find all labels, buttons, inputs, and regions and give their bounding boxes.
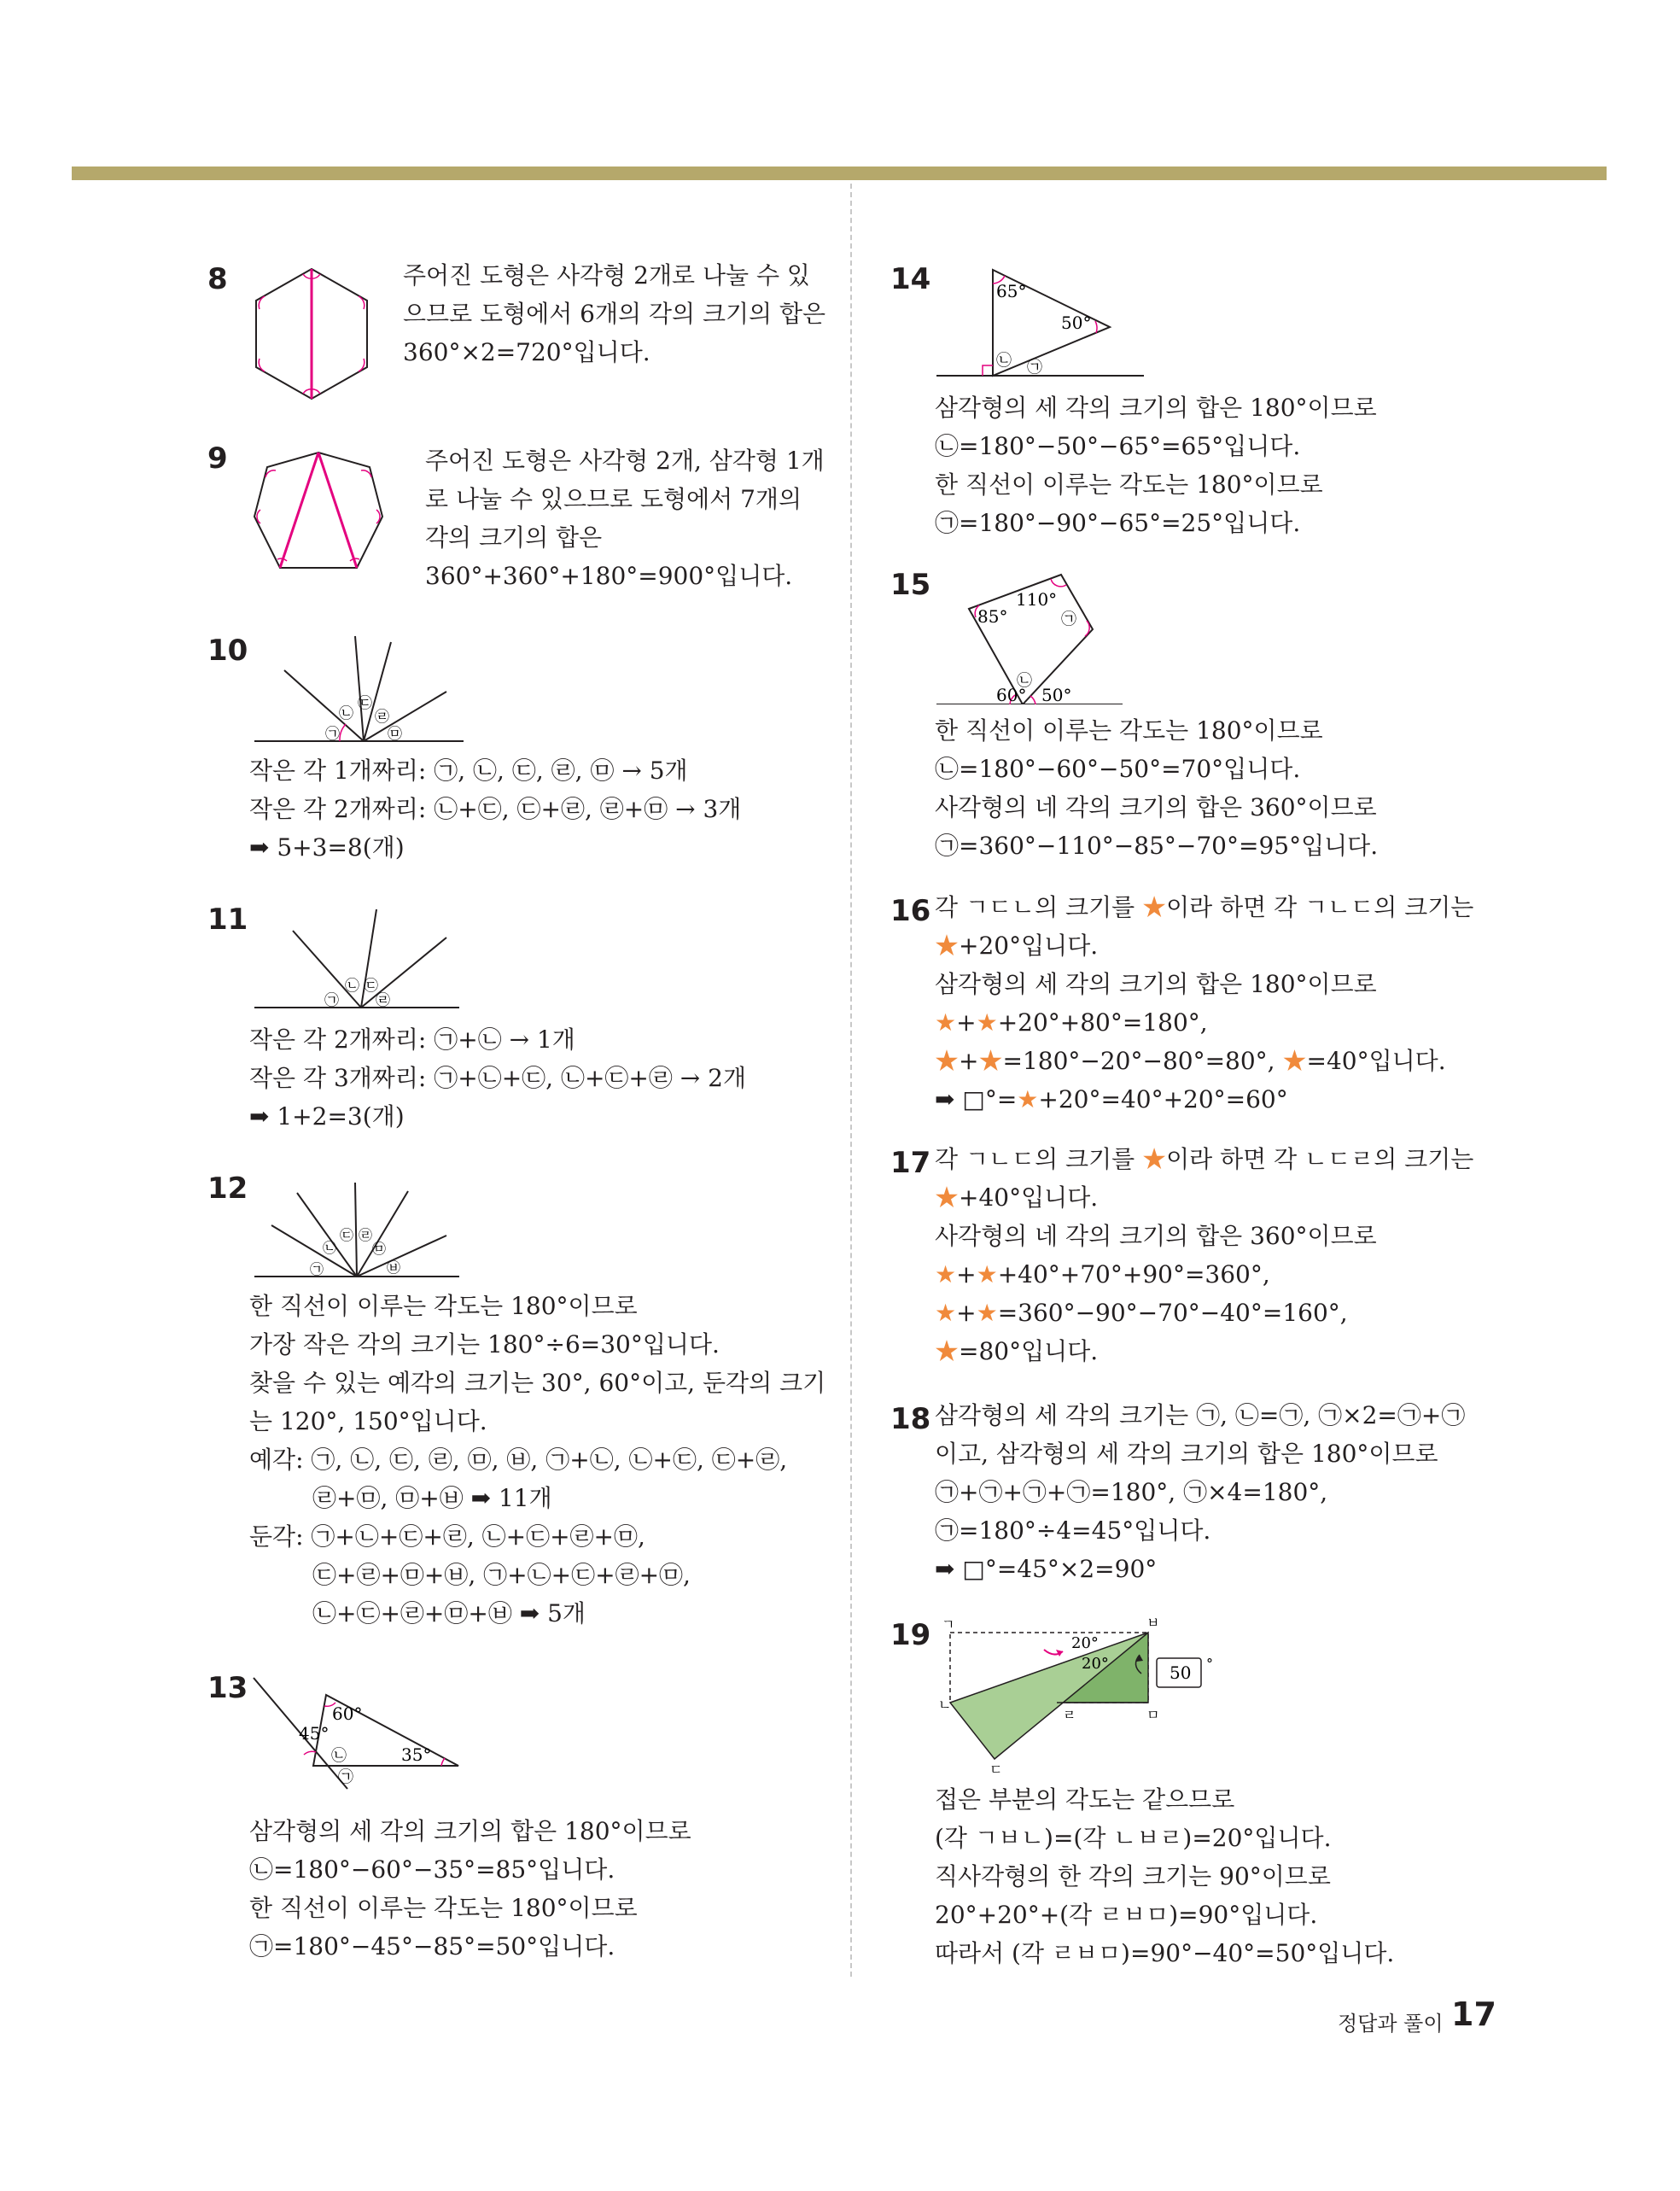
p10-line-2: 작은 각 2개짜리: ㉡+㉢, ㉢+㉣, ㉣+㉤ → 3개 (249, 795, 742, 823)
p18-line-1: 삼각형의 세 각의 크기는 ㉠, ㉡=㉠, ㉠×2=㉠+㉠ (935, 1401, 1466, 1429)
p12-line-8: ㉢+㉣+㉤+㉥, ㉠+㉡+㉢+㉣+㉤, (312, 1561, 691, 1589)
p17-line-1: 각 ㄱㄴㄷ의 크기를 ★이라 하면 각 ㄴㄷㄹ의 크기는 (935, 1145, 1474, 1173)
angle-20-b: 20° (1082, 1655, 1109, 1673)
angle-label: ㉥ (387, 1259, 401, 1276)
star-icon: ★ (935, 1008, 957, 1037)
footer-label: 정답과 풀이 (1338, 2012, 1444, 2036)
p16-line-1: 각 ㄱㄷㄴ의 크기를 ★이라 하면 각 ㄱㄴㄷ의 크기는 (935, 893, 1474, 921)
star-icon: ★ (935, 1337, 960, 1365)
p12-line-3: 찾을 수 있는 예각의 크기는 30°, 60°이고, 둔각의 크기 (249, 1369, 826, 1397)
p8-line-3: 360°×2=720°입니다. (403, 338, 650, 366)
figure-11-angles (254, 905, 464, 1012)
star-icon: ★ (976, 1008, 998, 1037)
p16-line-3: 삼각형의 세 각의 크기의 합은 180°이므로 (935, 970, 1377, 998)
star-icon: ★ (1017, 1085, 1039, 1113)
angle-45: 45° (299, 1723, 330, 1744)
p15-line-1: 한 직선이 이루는 각도는 180°이므로 (935, 716, 1323, 745)
p12-line-5: 예각: ㉠, ㉡, ㉢, ㉣, ㉤, ㉥, ㉠+㉡, ㉡+㉢, ㉢+㉣, (249, 1446, 788, 1474)
vertex-r: ㄹ (1063, 1707, 1076, 1723)
figure-10-angles (254, 632, 464, 743)
angle-label-b: ㉡ (996, 352, 1012, 370)
angle-label: ㉠ (324, 992, 339, 1009)
p16-line-2: ★+20°입니다. (935, 932, 1099, 960)
p10-line-3: ➡ 5+3=8(개) (249, 833, 405, 862)
column-divider (850, 184, 852, 1977)
p17-line-6: ★=80°입니다. (935, 1337, 1099, 1365)
star-icon: ★ (935, 1047, 960, 1075)
p15-line-3: 사각형의 네 각의 크기의 합은 360°이므로 (935, 793, 1377, 821)
angle-label: ㉡ (345, 978, 359, 995)
degree-symbol: ° (1206, 1656, 1213, 1672)
problem-8-number: 8 (207, 262, 228, 296)
problem-17-number: 17 (890, 1146, 931, 1180)
p19-line-5: 따라서 (각 ㄹㅂㅁ)=90°−40°=50°입니다. (935, 1939, 1395, 1967)
p16-line-5: ★+★=180°−20°−80°=80°, ★=40°입니다. (935, 1047, 1446, 1075)
problem-14-number: 14 (890, 262, 931, 296)
p15-line-2: ㉡=180°−60°−50°=70°입니다. (935, 755, 1301, 783)
p9-line-2: 로 나눌 수 있으므로 도형에서 7개의 (425, 485, 802, 513)
problem-13-number: 13 (207, 1671, 248, 1705)
figure-8-hexagon (248, 265, 376, 406)
angle-50: 50° (1041, 685, 1072, 704)
p18-line-4: ㉠=180°÷4=45°입니다. (935, 1516, 1211, 1545)
problem-19-number: 19 (890, 1618, 931, 1652)
p13-line-4: ㉠=180°−45°−85°=50°입니다. (249, 1932, 615, 1960)
angle-110: 110° (1016, 589, 1058, 610)
p11-line-1: 작은 각 2개짜리: ㉠+㉡ → 1개 (249, 1025, 575, 1054)
star-icon: ★ (1142, 893, 1167, 921)
p12-line-6: ㉣+㉤, ㉤+㉥ ➡ 11개 (312, 1484, 552, 1512)
p8-line-1: 주어진 도형은 사각형 2개로 나눌 수 있 (403, 261, 810, 289)
p17-line-5: ★+★=360°−90°−70°−40°=160°, (935, 1299, 1348, 1327)
angle-label: ㉢ (358, 695, 372, 712)
star-icon: ★ (1142, 1145, 1167, 1173)
p19-line-3: 직사각형의 한 각의 크기는 90°이므로 (935, 1862, 1331, 1890)
angle-label-b: ㉡ (331, 1747, 347, 1765)
figure-19-folded-rectangle (935, 1614, 1229, 1776)
star-icon: ★ (935, 1260, 957, 1288)
problem-10-number: 10 (207, 634, 248, 668)
star-icon: ★ (978, 1047, 1003, 1075)
p18-line-3: ㉠+㉠+㉠+㉠=180°, ㉠×4=180°, (935, 1478, 1328, 1506)
p12-line-4: 는 120°, 150°입니다. (249, 1407, 487, 1435)
angle-35: 35° (401, 1744, 432, 1765)
problem-9-number: 9 (207, 441, 228, 476)
vertex-d: ㄷ (989, 1762, 1003, 1776)
angle-label: ㉤ (372, 1241, 387, 1257)
p10-line-1: 작은 각 1개짜리: ㉠, ㉡, ㉢, ㉣, ㉤ → 5개 (249, 757, 688, 785)
figure-9-heptagon (250, 448, 387, 576)
angle-label: ㉠ (325, 726, 340, 743)
p14-line-2: ㉡=180°−50°−65°=65°입니다. (935, 432, 1301, 460)
problem-11-number: 11 (207, 903, 248, 937)
problem-18-number: 18 (890, 1402, 931, 1436)
angle-label-b: ㉡ (1017, 672, 1032, 690)
angle-label-a: ㉠ (1061, 611, 1076, 628)
figure-15-quadrilateral (935, 568, 1131, 704)
p12-line-1: 한 직선이 이루는 각도는 180°이므로 (249, 1292, 638, 1320)
p19-line-2: (각 ㄱㅂㄴ)=(각 ㄴㅂㄹ)=20°입니다. (935, 1824, 1332, 1852)
p11-line-2: 작은 각 3개짜리: ㉠+㉡+㉢, ㉡+㉢+㉣ → 2개 (249, 1064, 747, 1092)
angle-85: 85° (977, 606, 1008, 627)
p9-line-4: 360°+360°+180°=900°입니다. (425, 562, 793, 590)
p14-line-4: ㉠=180°−90°−65°=25°입니다. (935, 509, 1301, 537)
angle-label: ㉢ (340, 1227, 354, 1243)
p12-line-2: 가장 작은 각의 크기는 180°÷6=30°입니다. (249, 1330, 720, 1358)
angle-label: ㉣ (359, 1227, 373, 1243)
vertex-n: ㄴ (938, 1697, 952, 1713)
p19-line-1: 접은 부분의 각도는 같으므로 (935, 1785, 1235, 1814)
p13-line-3: 한 직선이 이루는 각도는 180°이므로 (249, 1894, 638, 1922)
angle-label: ㉤ (388, 726, 402, 743)
angle-65: 65° (996, 281, 1027, 301)
p11-line-3: ➡ 1+2=3(개) (249, 1102, 405, 1131)
p13-line-1: 삼각형의 세 각의 크기의 합은 180°이므로 (249, 1817, 691, 1845)
answer-value: 50 (1170, 1662, 1192, 1683)
angle-label: ㉢ (364, 978, 378, 995)
problem-16-number: 16 (890, 894, 931, 928)
header-accent-bar (72, 167, 1607, 180)
star-icon: ★ (935, 1183, 960, 1212)
p16-line-6: ➡ □°=★+20°=40°+20°=60° (935, 1085, 1288, 1113)
angle-label-a: ㉠ (338, 1768, 353, 1786)
star-icon: ★ (935, 932, 960, 960)
angle-label: ㉡ (323, 1240, 337, 1256)
page-number: 17 (1451, 1995, 1496, 2033)
problem-12-number: 12 (207, 1171, 248, 1206)
problem-15-number: 15 (890, 568, 931, 602)
p9-line-3: 각의 크기의 합은 (425, 523, 603, 552)
p14-line-1: 삼각형의 세 각의 크기의 합은 180°이므로 (935, 394, 1377, 422)
star-icon: ★ (1282, 1047, 1307, 1075)
vertex-b: ㅂ (1146, 1615, 1160, 1631)
p18-line-5: ➡ □°=45°×2=90° (935, 1555, 1158, 1583)
p15-line-4: ㉠=360°−110°−85°−70°=95°입니다. (935, 832, 1379, 860)
angle-60: 60° (332, 1703, 363, 1724)
angle-label: ㉠ (310, 1261, 324, 1277)
p17-line-2: ★+40°입니다. (935, 1183, 1099, 1212)
p17-line-3: 사각형의 네 각의 크기의 합은 360°이므로 (935, 1222, 1377, 1250)
star-icon: ★ (935, 1299, 957, 1327)
p19-line-4: 20°+20°+(각 ㄹㅂㅁ)=90°입니다. (935, 1901, 1318, 1929)
figure-13-triangle (249, 1674, 463, 1810)
p18-line-2: 이고, 삼각형의 세 각의 크기의 합은 180°이므로 (935, 1440, 1438, 1468)
vertex-g: ㄱ (942, 1616, 955, 1633)
angle-label: ㉣ (376, 992, 390, 1009)
angle-50: 50° (1061, 313, 1092, 333)
vertex-m: ㅁ (1146, 1707, 1160, 1723)
angle-label: ㉣ (375, 709, 389, 726)
angle-60: 60° (996, 685, 1027, 704)
p13-line-2: ㉡=180°−60°−35°=85°입니다. (249, 1855, 615, 1884)
figure-14-triangle (935, 263, 1148, 383)
angle-20-a: 20° (1071, 1634, 1099, 1652)
p12-line-7: 둔각: ㉠+㉡+㉢+㉣, ㉡+㉢+㉣+㉤, (249, 1522, 645, 1551)
p16-line-4: ★+★+20°+80°=180°, (935, 1008, 1208, 1037)
p17-line-4: ★+★+40°+70°+90°=360°, (935, 1260, 1270, 1288)
p9-line-1: 주어진 도형은 사각형 2개, 삼각형 1개 (425, 447, 825, 475)
star-icon: ★ (976, 1299, 998, 1327)
p14-line-3: 한 직선이 이루는 각도는 180°이므로 (935, 470, 1323, 499)
p12-line-9: ㉡+㉢+㉣+㉤+㉥ ➡ 5개 (312, 1599, 586, 1627)
angle-label: ㉡ (339, 705, 353, 722)
p8-line-2: 으므로 도형에서 6개의 각의 크기의 합은 (403, 300, 826, 328)
figure-12-angles (254, 1183, 464, 1281)
star-icon: ★ (976, 1260, 998, 1288)
angle-label-a: ㉠ (1027, 359, 1042, 377)
